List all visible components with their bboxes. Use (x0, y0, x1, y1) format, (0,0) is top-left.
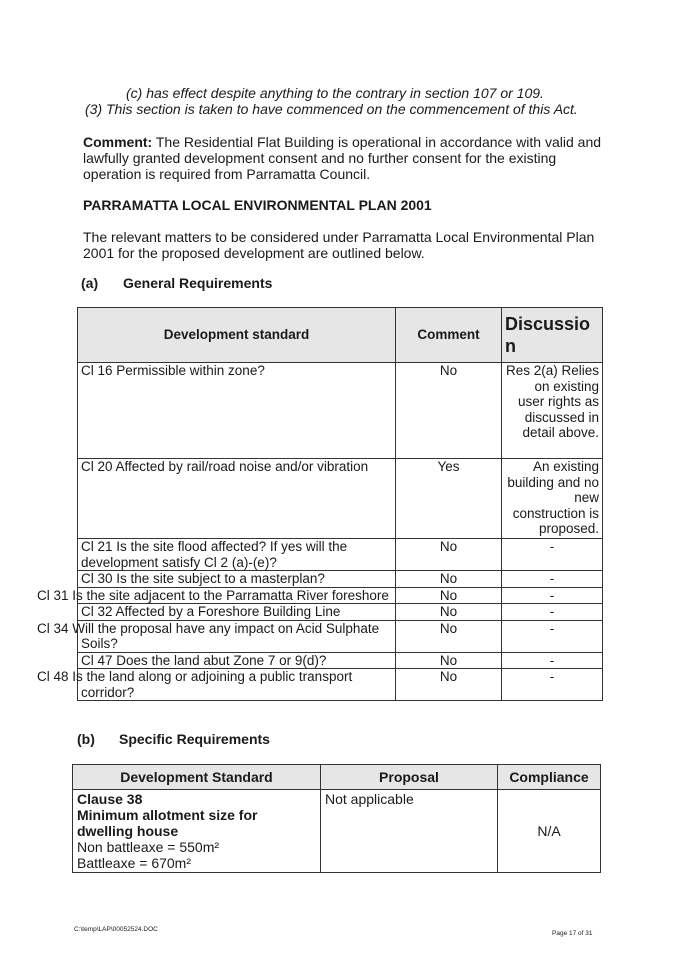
comment-cell: No (396, 604, 502, 621)
comment-cell: No (396, 669, 502, 701)
comment-cell: No (396, 571, 502, 588)
discussion-cell: - (502, 604, 603, 621)
section-b-title: Specific Requirements (119, 731, 270, 747)
discussion-cell: Res 2(a) Relies on existing user rights as discussed in detail above. (502, 363, 603, 459)
comment-cell: No (396, 652, 502, 669)
section-a-title: General Requirements (123, 275, 273, 291)
standard-cell (73, 790, 321, 873)
discussion-cell: - (502, 669, 603, 701)
table-row (78, 669, 603, 701)
comment-cell: No (396, 620, 502, 652)
comment-cell: No (396, 539, 502, 571)
header-development-standard: Development standard (78, 308, 396, 363)
standard-cell: Cl 31 Is the site adjacent to the Parramatta River foreshore (78, 587, 396, 604)
general-requirements-table (37, 307, 603, 701)
proposal-cell: Not applicable (321, 790, 498, 873)
header-comment: Comment (396, 308, 502, 363)
clause-3-line: (3) This section is taken to have commenced on the commencement of this Act. (85, 101, 578, 117)
table-header-row (78, 308, 603, 363)
table-row (78, 620, 603, 652)
comment-cell: No (396, 587, 502, 604)
table-row (78, 571, 603, 588)
non-battleaxe-value: Non battleaxe = 550m² (77, 839, 220, 855)
standard-cell: Cl 32 Affected by a Foreshore Building Line (78, 604, 396, 621)
header-discussion: Discussio n (502, 308, 603, 363)
standard-cell: Cl 21 Is the site flood affected? If yes will the development satisfy Cl 2 (a)-(e)? (78, 539, 396, 571)
discussion-cell: An existing building and no new construction is proposed. (502, 459, 603, 539)
table-row (78, 539, 603, 571)
table-row (73, 790, 601, 873)
discussion-cell: - (502, 571, 603, 588)
lep-paragraph: The relevant matters to be considered under Parramatta Local Environmental Plan 2001 for the proposed development are outlined below. (83, 229, 595, 261)
standard-cell: Cl 30 Is the site subject to a masterplan? (78, 571, 396, 588)
table-row (78, 587, 603, 604)
standard-cell: Cl 48 Is the land along or adjoining a public transport corridor? (78, 669, 396, 701)
header-proposal: Proposal (321, 765, 498, 790)
table-row (78, 363, 603, 459)
standard-cell: Cl 16 Permissible within zone? (78, 363, 396, 459)
discussion-cell: - (502, 539, 603, 571)
clause-title: Minimum allotment size for dwelling house (77, 807, 258, 839)
discussion-cell: - (502, 652, 603, 669)
lep-heading: PARRAMATTA LOCAL ENVIRONMENTAL PLAN 2001 (83, 197, 432, 213)
footer-file-path: C:\temp\LAP\00052524.DOC (74, 926, 158, 933)
section-b-letter: (b) (77, 731, 95, 747)
standard-cell: Cl 34 Will the proposal have any impact on Acid Sulphate Soils? (78, 620, 396, 652)
compliance-cell: N/A (498, 790, 601, 873)
table-row (78, 652, 603, 669)
clause-c-line: (c) has effect despite anything to the contrary in section 107 or 109. (126, 85, 544, 101)
discussion-cell: - (502, 620, 603, 652)
discussion-cell: - (502, 587, 603, 604)
table-row (78, 459, 603, 539)
table-row (78, 604, 603, 621)
standard-cell: Cl 20 Affected by rail/road noise and/or vibration (78, 459, 396, 539)
header-compliance: Compliance (498, 765, 601, 790)
section-a-letter: (a) (81, 275, 99, 291)
standard-cell: Cl 47 Does the land abut Zone 7 or 9(d)? (78, 652, 396, 669)
footer-page-number: Page 17 of 31 (552, 930, 593, 937)
specific-requirements-table (72, 764, 601, 873)
comment-cell: Yes (396, 459, 502, 539)
comment-paragraph (83, 134, 603, 182)
battleaxe-value: Battleaxe = 670m² (77, 855, 192, 871)
comment-label: Comment: (83, 134, 153, 150)
comment-text: The Residential Flat Building is operational in accordance with valid and lawfully granted development consent and no further consent for the existing operation is required from Parramatta Council. (83, 134, 602, 182)
table-header-row (73, 765, 601, 790)
comment-cell: No (396, 363, 502, 459)
header-development-standard: Development Standard (73, 765, 321, 790)
clause-number: Clause 38 (77, 791, 143, 807)
